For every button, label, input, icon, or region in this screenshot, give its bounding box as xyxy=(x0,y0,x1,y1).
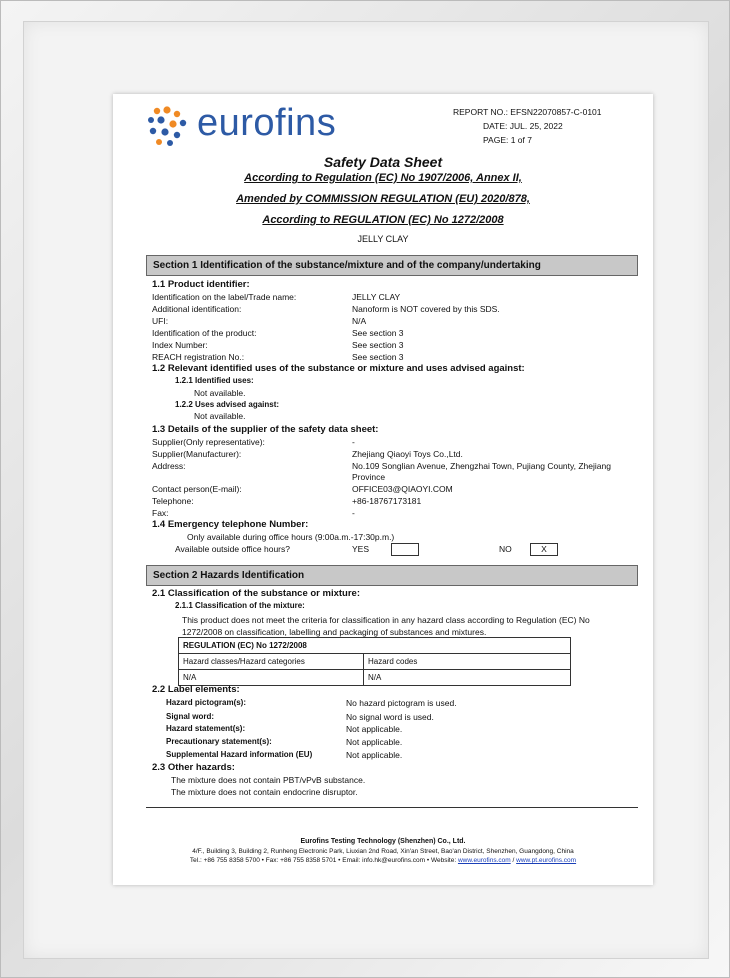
classification-text-1: This product does not meet the criteria for classification in any hazard class according to Regulation (EC) No xyxy=(182,615,590,625)
footer-contact xyxy=(113,857,653,864)
field-value: Province xyxy=(352,472,386,482)
field-value: - xyxy=(352,508,355,518)
hazard-table-cell: N/A xyxy=(179,670,364,686)
footer-company: Eurofins Testing Technology (Shenzhen) Co., Ltd. xyxy=(300,838,466,845)
regulation-line-1: According to Regulation (EC) No 1907/2006, Annex II, xyxy=(244,172,522,184)
label-element-label: Supplemental Hazard information (EU) xyxy=(166,750,313,759)
field-value: See section 3 xyxy=(352,340,404,350)
field-value: +86-18767173181 xyxy=(352,496,422,506)
identified-uses-value: Not available. xyxy=(194,388,246,398)
label-element-label: Precautionary statement(s): xyxy=(166,737,272,746)
other-hazard-line: The mixture does not contain PBT/vPvB substance. xyxy=(171,775,366,785)
document-page xyxy=(113,94,653,885)
eurofins-dots-icon xyxy=(147,106,193,148)
label-element-value: Not applicable. xyxy=(346,724,403,734)
field-value: JELLY CLAY xyxy=(352,292,401,302)
logo-wordmark: eurofins xyxy=(197,102,337,144)
subsection-2-2: 2.2 Label elements: xyxy=(152,684,240,695)
eurofins-logo xyxy=(147,102,357,151)
field-value: See section 3 xyxy=(352,328,404,338)
no-checkbox[interactable]: X xyxy=(530,543,558,556)
no-label: NO xyxy=(499,544,512,554)
label-element-label: Hazard pictogram(s): xyxy=(166,698,247,707)
subsection-2-1-1: 2.1.1 Classification of the mixture: xyxy=(175,601,305,610)
field-value: See section 3 xyxy=(352,352,404,362)
field-label: Index Number: xyxy=(152,340,208,350)
regulation-line-2: Amended by COMMISSION REGULATION (EU) 2020/878, xyxy=(236,193,530,205)
field-label: Supplier(Only representative): xyxy=(152,437,265,447)
uses-advised-against-value: Not available. xyxy=(194,411,246,421)
subsection-2-1: 2.1 Classification of the substance or mixture: xyxy=(152,588,360,599)
label-element-label: Signal word: xyxy=(166,712,214,721)
section-1-heading: Section 1 Identification of the substance/mixture and of the company/undertaking xyxy=(146,255,638,276)
subsection-1-3: 1.3 Details of the supplier of the safety data sheet: xyxy=(152,424,379,435)
classification-text-2: 1272/2008 on classification, labelling and packaging of substances and mixtures. xyxy=(182,627,487,637)
field-label: Fax: xyxy=(152,508,169,518)
field-label: Additional identification: xyxy=(152,304,242,314)
field-value: Nanoform is NOT covered by this SDS. xyxy=(352,304,500,314)
label-element-value: No signal word is used. xyxy=(346,712,434,722)
footer-link-separator: / xyxy=(510,857,517,864)
field-value: - xyxy=(352,437,355,447)
page-number: PAGE: 1 of 7 xyxy=(483,135,532,145)
hazard-table xyxy=(178,637,571,686)
office-hours-note: Only available during office hours (9:00a.m.-17:30p.m.) xyxy=(187,532,395,542)
yes-checkbox[interactable] xyxy=(391,543,419,556)
subsection-1-1: 1.1 Product identifier: xyxy=(152,279,250,290)
footer-divider xyxy=(146,807,638,808)
field-label: Telephone: xyxy=(152,496,194,506)
subsection-1-2-2: 1.2.2 Uses advised against: xyxy=(175,400,280,409)
label-element-value: Not applicable. xyxy=(346,750,403,760)
outside-hours-question: Available outside office hours? xyxy=(175,544,290,554)
label-element-value: Not applicable. xyxy=(346,737,403,747)
report-number: REPORT NO.: EFSN22070857-C-0101 xyxy=(453,107,602,117)
hazard-table-title: REGULATION (EC) No 1272/2008 xyxy=(179,638,571,654)
hazard-table-cell: N/A xyxy=(364,670,571,686)
label-element-label: Hazard statement(s): xyxy=(166,724,246,733)
field-label: Identification on the label/Trade name: xyxy=(152,292,297,302)
hazard-table-header: Hazard codes xyxy=(364,654,571,670)
subsection-1-4: 1.4 Emergency telephone Number: xyxy=(152,519,309,530)
footer-address: 4/F., Building 3, Building 2, Runheng Electronic Park, Liuxian 2nd Road, Xin'an Street, Bao'an District, Shenzhen, Guangdong, China xyxy=(192,848,574,855)
label-element-value: No hazard pictogram is used. xyxy=(346,698,457,708)
subsection-1-2-1: 1.2.1 Identified uses: xyxy=(175,376,254,385)
subsection-2-3: 2.3 Other hazards: xyxy=(152,762,235,773)
field-label: REACH registration No.: xyxy=(152,352,245,362)
field-value: OFFICE03@QIAOYI.COM xyxy=(352,484,453,494)
hazard-table-header: Hazard classes/Hazard categories xyxy=(179,654,364,670)
field-label: Contact person(E-mail): xyxy=(152,484,242,494)
report-date: DATE: JUL. 25, 2022 xyxy=(483,121,563,131)
footer-contact-text: Tel.: +86 755 8358 5700 • Fax: +86 755 8358 5701 • Email: info.hk@eurofins.com • Website: xyxy=(189,857,458,864)
yes-label: YES xyxy=(352,544,370,554)
field-value: No.109 Songlian Avenue, Zhengzhai Town, Pujiang County, Zhejiang xyxy=(352,461,611,471)
footer-link-pt-eurofins[interactable]: www.pt.eurofins.com xyxy=(516,857,577,864)
product-name: JELLY CLAY xyxy=(357,234,409,244)
field-value: N/A xyxy=(352,316,367,326)
section-2-heading: Section 2 Hazards Identification xyxy=(146,565,638,586)
subsection-1-2: 1.2 Relevant identified uses of the substance or mixture and uses advised against: xyxy=(152,363,525,374)
field-label: Identification of the product: xyxy=(152,328,257,338)
regulation-line-3: According to REGULATION (EC) No 1272/2008 xyxy=(262,214,504,226)
field-label: Address: xyxy=(152,461,186,471)
field-value: Zhejiang Qiaoyi Toys Co.,Ltd. xyxy=(352,449,463,459)
footer-link-eurofins[interactable]: www.eurofins.com xyxy=(457,857,511,864)
field-label: Supplier(Manufacturer): xyxy=(152,449,242,459)
other-hazard-line: The mixture does not contain endocrine disruptor. xyxy=(171,787,358,797)
field-label: UFI: xyxy=(152,316,169,326)
document-title: Safety Data Sheet xyxy=(323,154,443,170)
